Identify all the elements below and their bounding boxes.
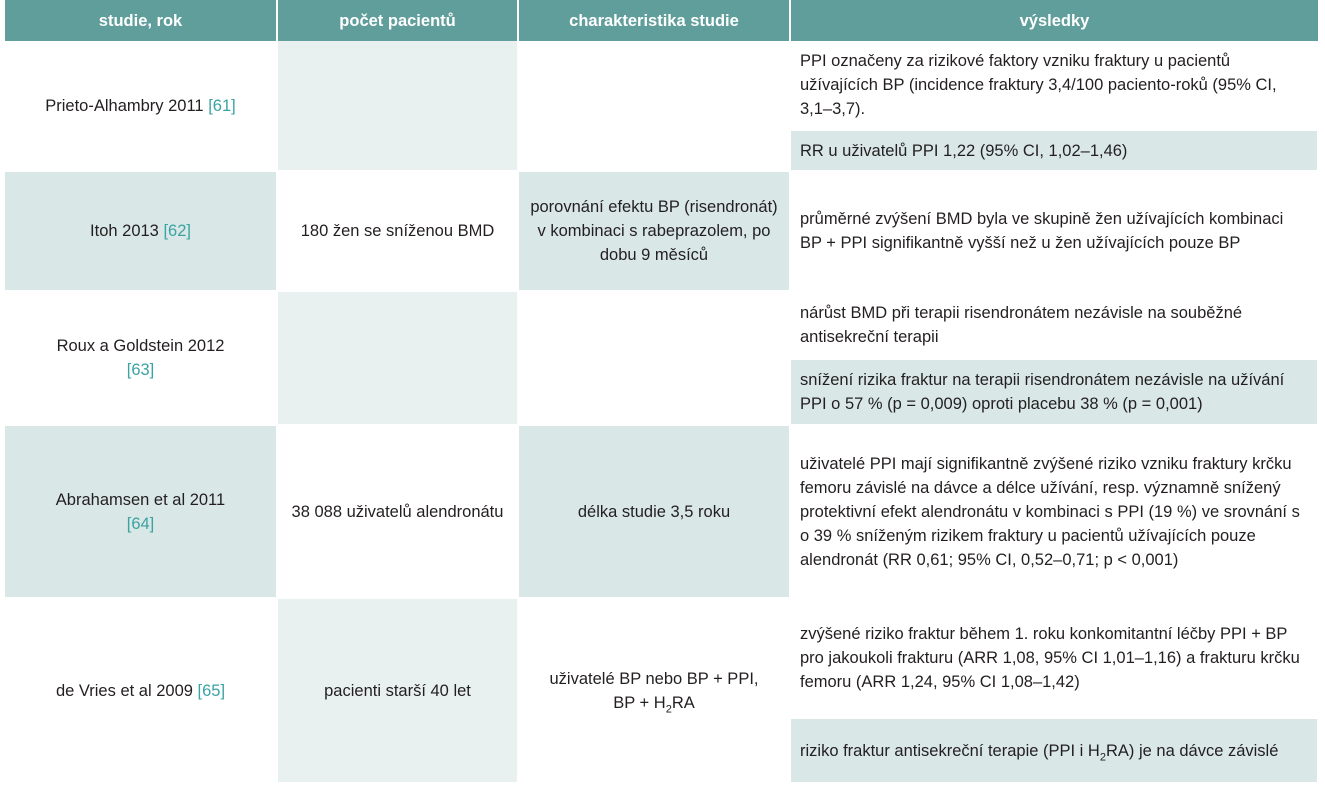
results-cell: PPI označeny za rizikové faktory vzniku fraktury u pacientů užívajících BP (incidence fraktury 3,4/100 paciento-roků (95% CI, 3,1–3,7).: [790, 41, 1318, 130]
table-row: [5, 291, 1318, 359]
results-text: RA) je na dávce závislé: [1105, 741, 1279, 760]
header-characteristics: charakteristika studie: [518, 0, 790, 41]
study-cell: [5, 598, 277, 783]
results-cell: [790, 718, 1318, 783]
subscript: 2: [1099, 750, 1106, 763]
header-results: výsledky: [790, 0, 1318, 41]
results-cell: snížení rizika fraktur na terapii risendronátem nezávisle na užívání PPI o 57 % (p = 0,009) oproti placebu 38 % (p = 0,001): [790, 359, 1318, 425]
characteristics-line: uživatelé BP nebo BP + PPI,: [549, 669, 759, 688]
table-row: [5, 41, 1318, 130]
characteristics-line: BP + H: [613, 693, 666, 712]
patients-cell: 180 žen se sníženou BMD: [277, 171, 518, 291]
study-name: Roux a Goldstein 2012: [56, 337, 225, 355]
characteristics-cell: [518, 598, 790, 783]
results-cell: zvýšené riziko fraktur během 1. roku konkomitantní léčby PPI + BP pro jakoukoli frakturu (ARR 1,08, 95% CI 1,01–1,16) a frakturu krčku femoru (ARR 1,24, 95% CI 1,08–1,42): [790, 598, 1318, 718]
results-cell: nárůst BMD při terapii risendronátem nezávisle na souběžné antisekreční terapii: [790, 291, 1318, 359]
characteristics-cell: [518, 41, 790, 171]
header-row: [5, 0, 1318, 41]
patients-cell: pacienti starší 40 let: [277, 598, 518, 783]
study-name: Abrahamsen et al 2011: [55, 490, 226, 509]
characteristics-cell: porovnání efektu BP (risendronát) v kombinaci s rabeprazolem, po dobu 9 měsíců: [518, 171, 790, 291]
patients-cell: 38 088 uživatelů alendronátu: [277, 425, 518, 598]
study-name: Itoh 2013: [90, 222, 159, 240]
patients-cell: [277, 41, 518, 171]
reference-link[interactable]: [65]: [197, 681, 226, 700]
results-cell: průměrné zvýšení BMD byla ve skupině žen užívajících kombinaci BP + PPI signifikantně vyšší než u žen užívajících pouze BP: [790, 171, 1318, 291]
reference-link[interactable]: [62]: [163, 222, 191, 240]
study-cell: [5, 41, 277, 171]
characteristics-cell: délka studie 3,5 roku: [518, 425, 790, 598]
characteristics-line: RA: [671, 693, 695, 712]
header-study: studie, rok: [5, 0, 277, 41]
reference-link[interactable]: [64]: [126, 514, 155, 533]
study-cell: [5, 291, 277, 425]
characteristics-cell: [518, 291, 790, 425]
results-cell: RR u uživatelů PPI 1,22 (95% CI, 1,02–1,46): [790, 130, 1318, 171]
results-text: riziko fraktur antisekreční terapie (PPI i H: [800, 741, 1100, 760]
table-row: [5, 425, 1318, 598]
study-name: de Vries et al 2009: [55, 681, 193, 700]
study-cell: [5, 425, 277, 598]
table-row: [5, 598, 1318, 718]
table-row: [5, 171, 1318, 291]
study-cell: [5, 171, 277, 291]
study-name: Prieto-Alhambry 2011: [45, 96, 204, 115]
results-table: [5, 0, 1319, 784]
subscript: 2: [665, 702, 672, 715]
reference-link[interactable]: [63]: [126, 361, 155, 379]
results-cell: uživatelé PPI mají signifikantně zvýšené riziko vzniku fraktury krčku femoru závislé na dávce a délce užívání, resp. významně snížený protektivní efekt alendronátu v kombinaci s PPI (19 %) ve srovnání s o 39 % sníženým rizikem fraktury u pacientů užívajících pouze alendronát (RR 0,61; 95% CI, 0,52–0,71; p < 0,001): [790, 425, 1318, 598]
header-patients: počet pacientů: [277, 0, 518, 41]
reference-link[interactable]: [61]: [208, 96, 236, 115]
patients-cell: [277, 291, 518, 425]
